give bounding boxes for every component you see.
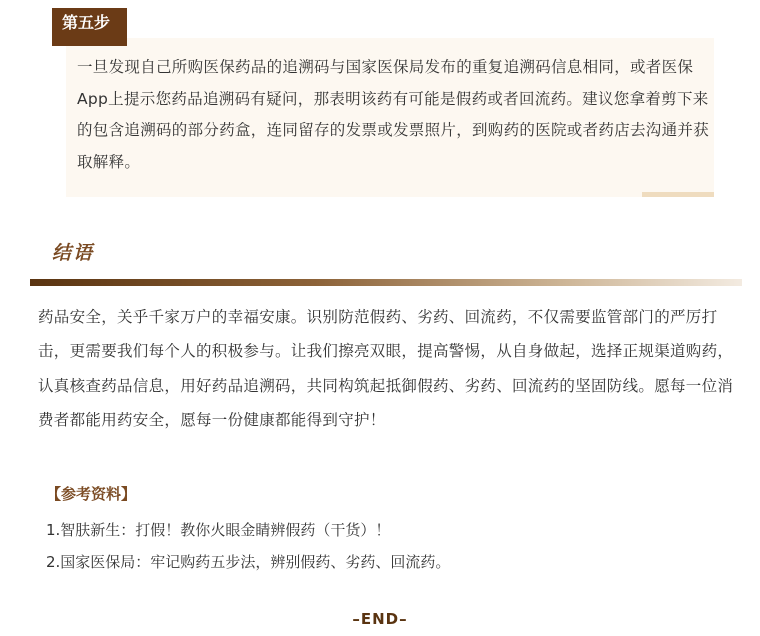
- conclusion-divider: [30, 279, 742, 286]
- conclusion-heading: 结语: [52, 242, 95, 264]
- reference-item: 2.国家医保局：牢记购药五步法，辨别假药、劣药、回流药。: [46, 553, 451, 571]
- step-five-tab: 第五步: [52, 8, 127, 46]
- step-five-text: 一旦发现自己所购医保药品的追溯码与国家医保局发布的重复追溯码信息相同，或者医保App上提示您药品追溯码有疑问，那表明该药有可能是假药或者回流药。建议您拿着剪下来的包含追溯码的部分药盒，连同留存的发票或发票照片，到购药的医院或者药店去沟通并获取解释。: [77, 58, 710, 171]
- reference-item: 1.智肤新生：打假！教你火眼金睛辨假药（干货）！: [46, 521, 391, 539]
- step-five-body: [66, 38, 714, 197]
- step-five-box: [52, 8, 714, 198]
- references-list: [46, 514, 450, 578]
- references-heading: 【参考资料】: [46, 485, 137, 503]
- step-five-accent-strip: [642, 192, 714, 197]
- end-mark: –END–: [352, 610, 408, 628]
- conclusion-paragraph: 药品安全，关乎千家万户的幸福安康。识别防范假药、劣药、回流药，不仅需要监管部门的严厉打击，更需要我们每个人的积极参与。让我们擦亮双眼，提高警惕，从自身做起，选择正规渠道购药，认真核查药品信息，用好药品追溯码，共同构筑起抵御假药、劣药、回流药的坚固防线。愿每一位消费者都能用药安全，愿每一份健康都能得到守护！: [38, 308, 734, 429]
